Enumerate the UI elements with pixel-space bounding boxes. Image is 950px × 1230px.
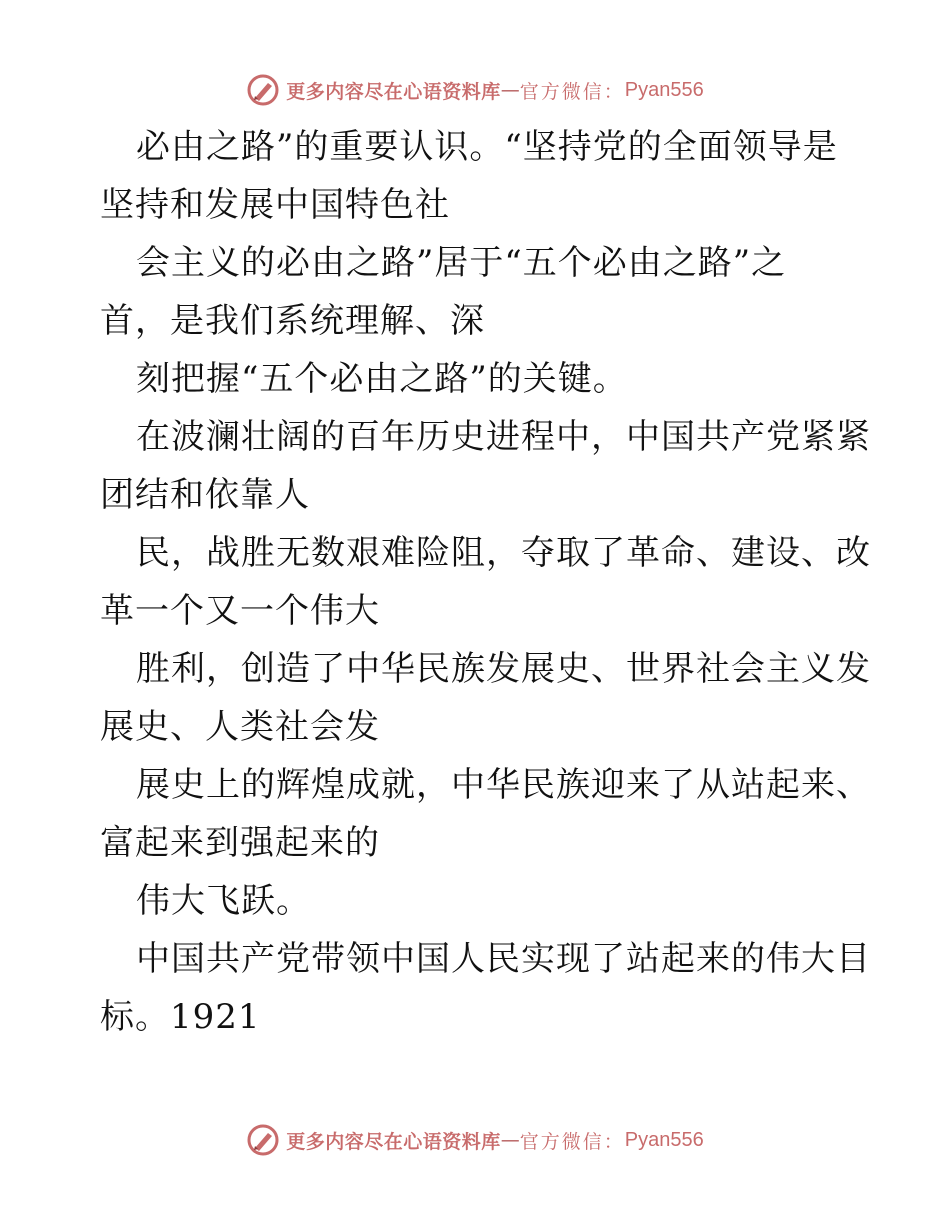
text-line: 在波澜壮阔的百年历史进程中，中国共产党紧紧 bbox=[136, 417, 871, 457]
text-line: 首，是我们系统理解、深 bbox=[100, 301, 485, 341]
text-line: 刻把握“五个必由之路”的关键。 bbox=[136, 359, 628, 399]
document-body bbox=[100, 118, 871, 1046]
watermark-id: Pyan556 bbox=[624, 1128, 704, 1151]
text-line: 会主义的必由之路”居于“五个必由之路”之 bbox=[136, 243, 787, 283]
text-line: 胜利，创造了中华民族发展史、世界社会主义发 bbox=[136, 649, 871, 689]
text-line: 伟大飞跃。 bbox=[136, 881, 311, 921]
text-line: 富起来到强起来的 bbox=[100, 823, 380, 863]
text-line: 标。1921 bbox=[100, 997, 261, 1037]
text-line: 坚持和发展中国特色社 bbox=[100, 185, 450, 225]
text-line: 展史上的辉煌成就，中华民族迎来了从站起来、 bbox=[136, 765, 871, 805]
watermark-label: 官方微信： bbox=[519, 1130, 625, 1153]
text-line: 中国共产党带领中国人民实现了站起来的伟大目 bbox=[136, 939, 871, 979]
pen-logo-icon bbox=[246, 73, 280, 107]
pen-logo-icon bbox=[246, 1123, 280, 1157]
text-line: 团结和依靠人 bbox=[100, 475, 310, 515]
watermark-dash: — bbox=[500, 1129, 520, 1151]
text-line: 革一个又一个伟大 bbox=[100, 591, 380, 631]
text-line: 必由之路”的重要认识。“坚持党的全面领导是 bbox=[136, 127, 838, 167]
watermark-text: 更多内容尽在心语资料库 bbox=[286, 1130, 501, 1153]
text-line: 民，战胜无数艰难险阻，夺取了革命、建设、改 bbox=[136, 533, 871, 573]
watermark-id: Pyan556 bbox=[624, 78, 704, 101]
text-line: 展史、人类社会发 bbox=[100, 707, 380, 747]
watermark-text: 更多内容尽在心语资料库 bbox=[286, 80, 501, 103]
header-watermark bbox=[0, 70, 950, 110]
watermark-dash: — bbox=[500, 79, 520, 101]
watermark-label: 官方微信： bbox=[519, 80, 625, 103]
footer-watermark bbox=[0, 1120, 950, 1160]
